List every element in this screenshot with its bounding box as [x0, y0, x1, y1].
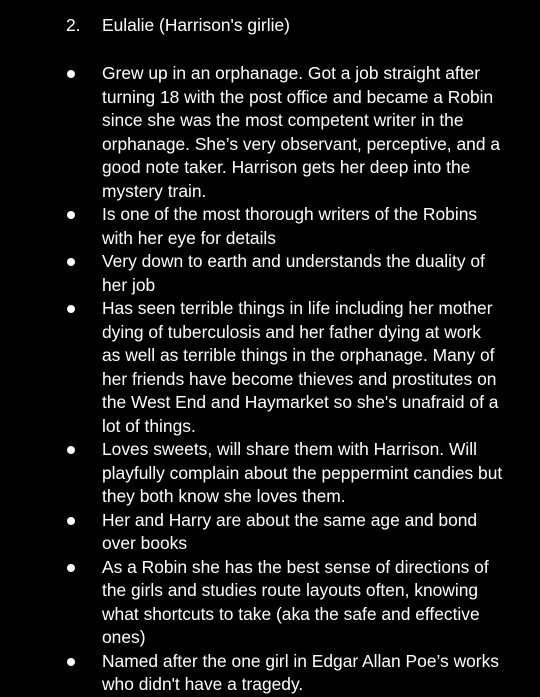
bullet-text-line: ones)	[102, 627, 146, 647]
bullet-text-line: Named after the one girl in Edgar Allan Poe’s works	[102, 650, 499, 671]
bullet-text-line: who didn't have a tragedy.	[102, 674, 304, 694]
bullet-text-line: lot of things.	[102, 415, 196, 436]
bullet-text-line: mystery train.	[102, 180, 207, 201]
bullet-text-line: her job	[102, 274, 156, 295]
bullet-text-line: Loves sweets, will share them with Harrison. Will	[102, 439, 477, 459]
bullet-text-line: Very down to earth and understands the duality of	[102, 251, 485, 271]
bullet-text-line: they both know she loves them.	[102, 486, 346, 506]
bullet-item	[0, 297, 540, 438]
section-heading	[66, 14, 290, 38]
bullet-item	[0, 509, 540, 556]
bullet-text-line: the West End and Haymarket so she's unafraid of a	[102, 392, 499, 412]
bullet-text-line: over books	[102, 533, 188, 553]
bullet-text-line: since she was the most competent writer in the	[102, 110, 464, 130]
bullet-dot-icon	[67, 70, 75, 78]
bullet-text-line: dying of tuberculosis and her father dying at work	[102, 321, 481, 342]
bullet-text-line: as well as terrible things in the orphanage. Many of	[102, 345, 495, 365]
bullet-item	[0, 203, 540, 250]
bullet-text-line: playfully complain about the peppermint candies but	[102, 462, 503, 483]
bullet-item	[0, 250, 540, 297]
bullet-text-line: her friends have become thieves and prostitutes on	[102, 368, 497, 389]
bullet-dot-icon	[67, 305, 75, 313]
bullet-item	[0, 556, 540, 650]
bullet-dot-icon	[67, 658, 75, 666]
section-number: 2.	[66, 15, 81, 35]
bullet-text-line: Grew up in an orphanage. Got a job straight after	[102, 63, 480, 83]
bullet-text-line: Is one of the most thorough writers of the Robins	[102, 204, 478, 224]
bullet-item	[0, 650, 540, 697]
bullet-text-line: Has seen terrible things in life including her mother	[102, 298, 493, 318]
bullet-dot-icon	[67, 446, 75, 454]
bullet-list	[0, 62, 540, 697]
bullet-text-line: orphanage. She’s very observant, perceptive, and a	[102, 133, 500, 154]
bullet-text-line: As a Robin she has the best sense of directions of	[102, 556, 489, 577]
bullet-dot-icon	[67, 564, 75, 572]
bullet-item	[0, 438, 540, 509]
bullet-text-line: the girls and studies route layouts often, knowing	[102, 580, 479, 600]
bullet-dot-icon	[67, 211, 75, 219]
section-title: Eulalie (Harrison's girlie)	[102, 15, 290, 35]
bullet-text-line: turning 18 with the post office and became a Robin	[102, 86, 494, 107]
bullet-text-line: with her eye for details	[102, 227, 276, 248]
bullet-text-line: good note taker. Harrison gets her deep into the	[102, 157, 471, 177]
bullet-text-line: Her and Harry are about the same age and bond	[102, 509, 478, 530]
bullet-item	[0, 62, 540, 203]
bullet-dot-icon	[67, 517, 75, 525]
bullet-text-line: what shortcuts to take (aka the safe and effective	[102, 603, 480, 624]
bullet-dot-icon	[67, 258, 75, 266]
